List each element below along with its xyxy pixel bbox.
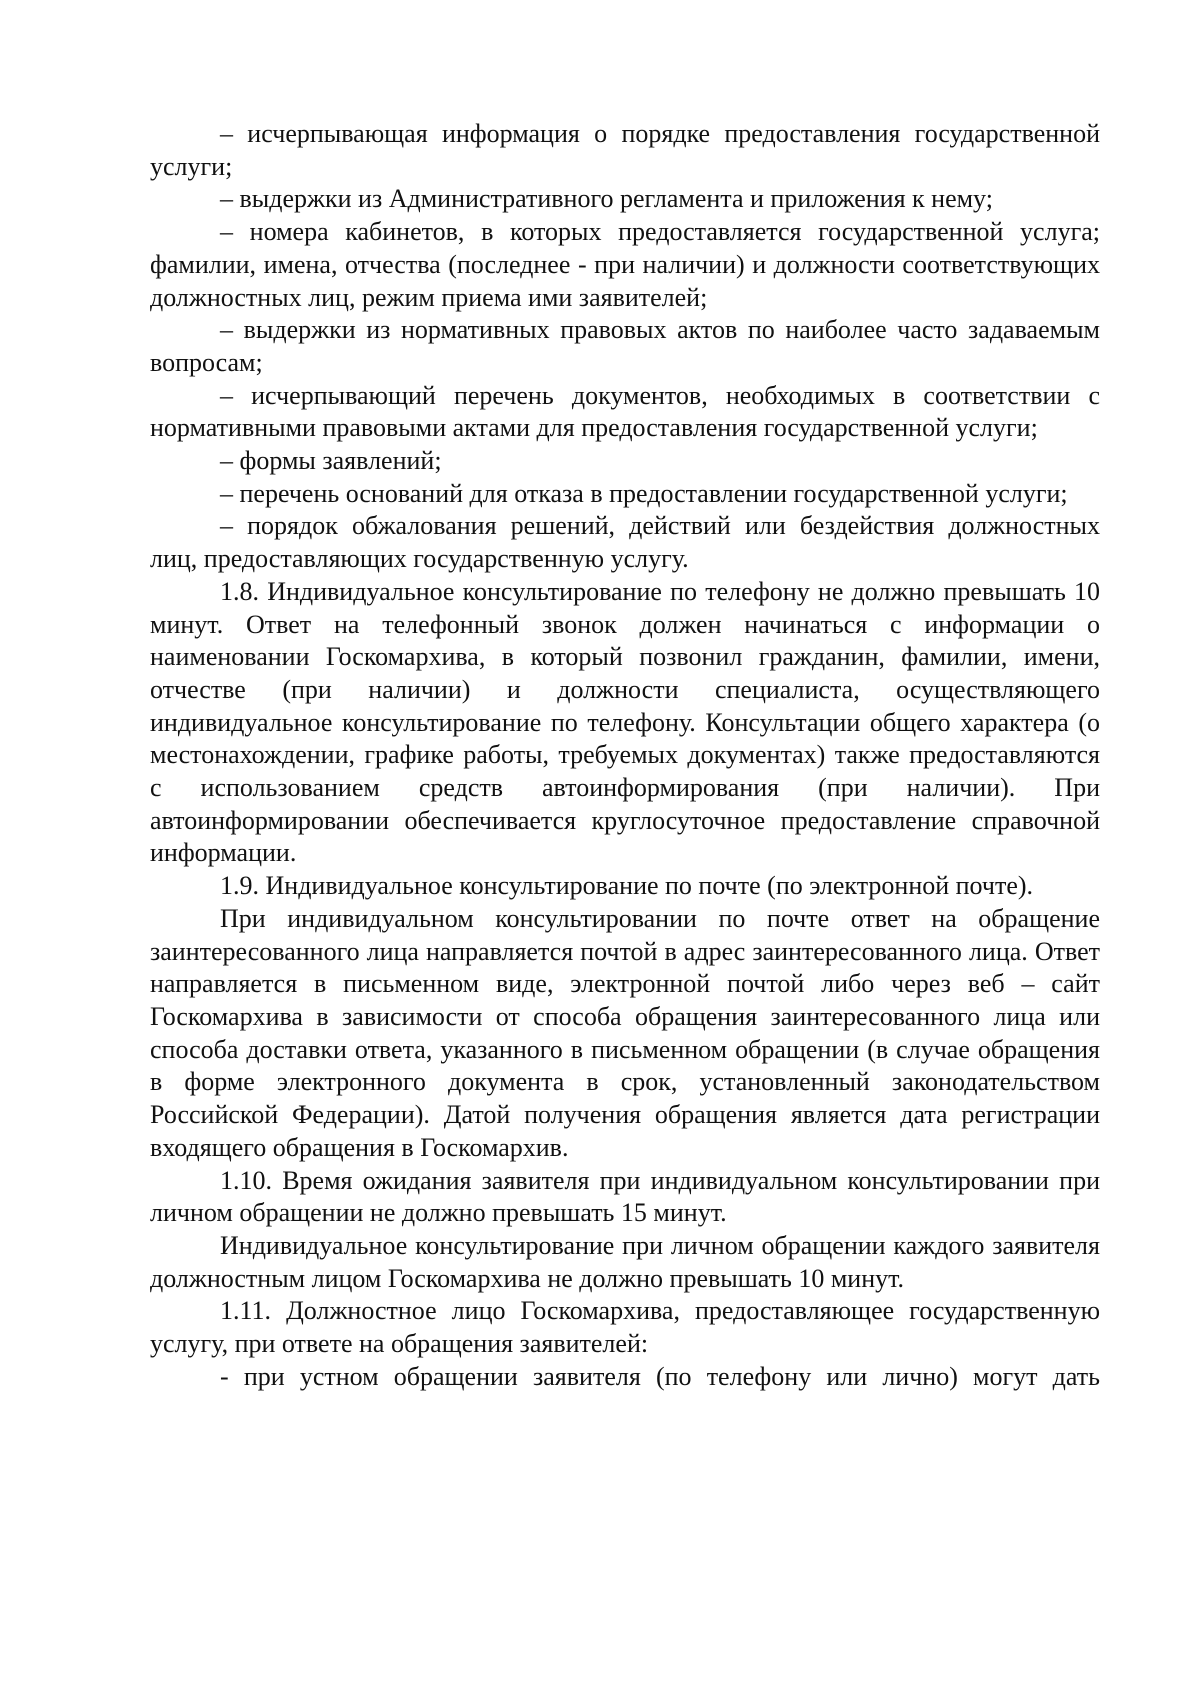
paragraph-office-numbers: – номера кабинетов, в которых предоставляется государственной услуга; фамилии, имена, отчества (последнее - при наличии) и должности соответствующих должностных лиц, режим приема ими заявителей; (150, 217, 1100, 312)
paragraph-regulation-excerpts: – выдержки из Административного регламента и приложения к нему; (220, 184, 993, 214)
paragraph-legal-excerpts: – выдержки из нормативных правовых актов по наиболее часто задаваемым вопросам; (150, 315, 1100, 377)
paragraph-refusal-grounds: – перечень оснований для отказа в предоставлении государственной услуги; (220, 478, 1068, 508)
paragraph-info-procedure: – исчерпывающая информация о порядке предоставления государственной услуги; (150, 119, 1100, 181)
paragraph-section-1-9: 1.9. Индивидуальное консультирование по почте (по электронной почте). (220, 871, 1034, 901)
paragraph-oral-request: - при устном обращении заявителя (по телефону или лично) могут дать (220, 1361, 1100, 1391)
paragraph-document-list: – исчерпывающий перечень документов, необходимых в соответствии с нормативными правовыми актами для предоставления государственной услуги; (150, 380, 1100, 443)
paragraph-section-1-10: 1.10. Время ожидания заявителя при индивидуальном консультировании при личном обращении не должно превышать 15 минут. (150, 1165, 1100, 1228)
paragraph-section-1-8: 1.8. Индивидуальное консультирование по телефону не должно превышать 10 минут. Ответ на телефонный звонок должен начинаться с информации о наименовании Госкомархива, в который позвонил гражданин, фамилии, имени, отчестве (при наличии) и должности специалиста, осуществляющего индивидуальное консультирование по телефону. Консультации общего характера (о местонахождении, графике работы, требуемых документах) также предоставляются с использованием средств автоинформирования (при наличии). При автоинформировании обеспечивается круглосуточное предоставление справочной информации. (150, 576, 1100, 868)
paragraph-application-forms: – формы заявлений; (220, 446, 442, 476)
paragraph-personal-consulting: Индивидуальное консультирование при личном обращении каждого заявителя должностным лицом Госкомархива не должно превышать 10 минут. (150, 1230, 1100, 1293)
paragraph-appeal-procedure: – порядок обжалования решений, действий или бездействия должностных лиц, предоставляющих государственную услугу. (150, 511, 1100, 574)
paragraph-mail-consulting: При индивидуальном консультировании по почте ответ на обращение заинтересованного лица направляется почтой в адрес заинтересованного лица. Ответ направляется в письменном виде, электронной почтой либо через веб – сайт Госкомархива в зависимости от способа обращения заинтересованного лица или способа доставки ответа, указанного в письменном обращении (в случае обращения в форме электронного документа в срок, установленный законодательством Российской Федерации). Датой получения обращения является дата регистрации входящего обращения в Госкомархив. (150, 903, 1100, 1162)
document-body (150, 118, 1100, 1393)
paragraph-section-1-11: 1.11. Должностное лицо Госкомархива, предоставляющее государственную услугу, при ответе на обращения заявителей: (150, 1296, 1100, 1359)
